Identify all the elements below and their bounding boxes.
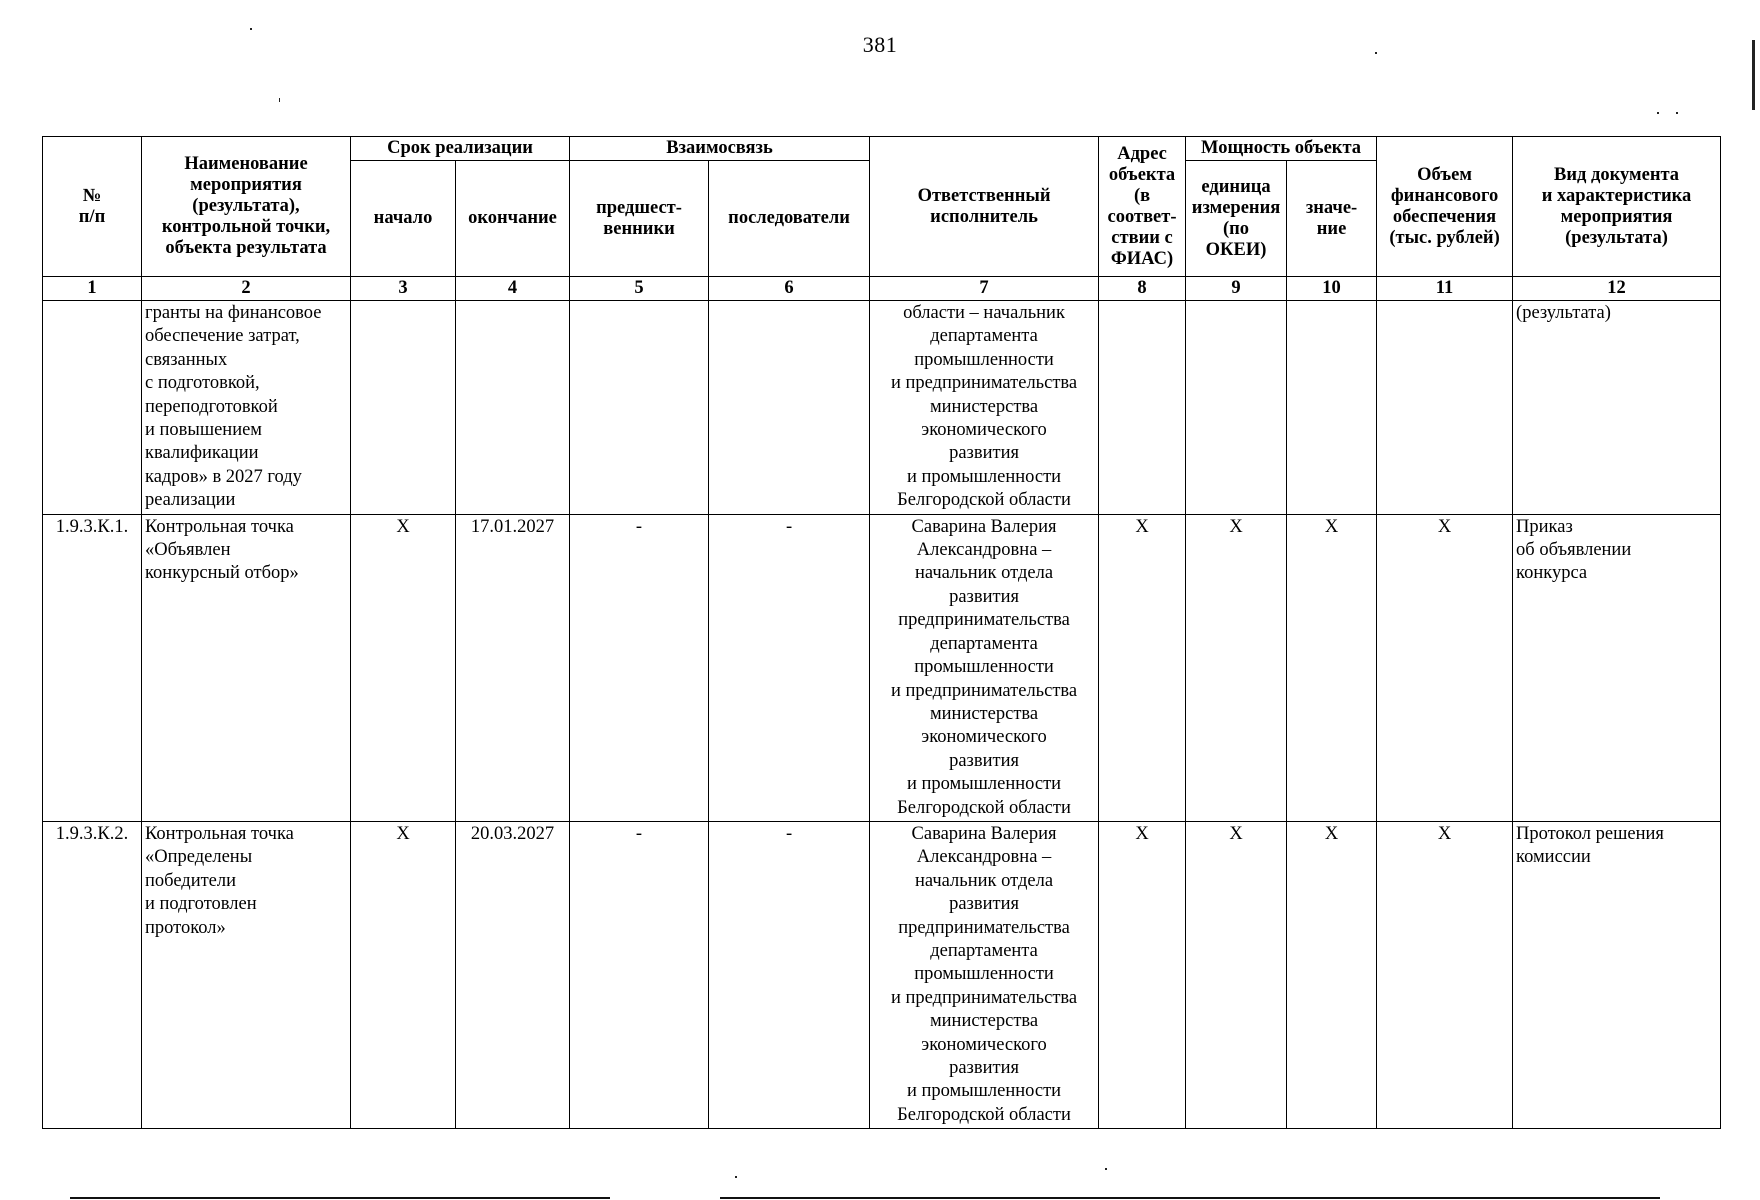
column-number: 7: [870, 277, 1099, 301]
header-finance: Объем финансового обеспечения (тыс. рублей): [1377, 137, 1513, 277]
header-link-group: Взаимосвязь: [570, 137, 870, 161]
table-row: [43, 821, 1721, 1128]
header-term-end: окончание: [456, 161, 570, 277]
row-responsible: области – начальник департамента промышленности и предпринимательства министерства экономического развития и промышленности Белгородской области: [870, 301, 1099, 515]
header-capacity-value: значе- ние: [1287, 161, 1377, 277]
row-num: 1.9.3.К.1.: [43, 514, 142, 821]
table-row: [43, 514, 1721, 821]
row-unit: [1186, 301, 1287, 515]
header-link-next: последователи: [709, 161, 870, 277]
row-finance: X: [1377, 821, 1513, 1128]
column-number: 5: [570, 277, 709, 301]
header-term-group: Срок реализации: [351, 137, 570, 161]
row-unit: X: [1186, 821, 1287, 1128]
column-number: 12: [1513, 277, 1721, 301]
header-row-1: [43, 137, 1721, 161]
scan-speck: [1752, 40, 1755, 110]
row-doc: Протокол решения комиссии: [1513, 821, 1721, 1128]
row-doc: (результата): [1513, 301, 1721, 515]
row-next: -: [709, 821, 870, 1128]
row-address: [1099, 301, 1186, 515]
row-responsible: Саварина Валерия Александровна – начальник отдела развития предпринимательства департамента промышленности и предпринимательства министерства экономического развития и промышленности Белгородской области: [870, 821, 1099, 1128]
scan-speck: [735, 1176, 737, 1178]
column-number: 3: [351, 277, 456, 301]
row-next: [709, 301, 870, 515]
row-prev: -: [570, 514, 709, 821]
scan-speck: [1676, 112, 1678, 114]
scan-speck: [1657, 112, 1659, 114]
scan-speck: [250, 28, 252, 30]
column-number: 11: [1377, 277, 1513, 301]
row-value: [1287, 301, 1377, 515]
column-number: 1: [43, 277, 142, 301]
row-start: [351, 301, 456, 515]
row-address: X: [1099, 514, 1186, 821]
row-value: X: [1287, 821, 1377, 1128]
row-prev: -: [570, 821, 709, 1128]
row-num: [43, 301, 142, 515]
column-number: 6: [709, 277, 870, 301]
header-capacity-unit: единица измерения (по ОКЕИ): [1186, 161, 1287, 277]
page-number: 381: [862, 32, 898, 57]
scan-speck: [1375, 52, 1377, 54]
column-number: 8: [1099, 277, 1186, 301]
row-finance: [1377, 301, 1513, 515]
column-number: 9: [1186, 277, 1287, 301]
row-start: X: [351, 821, 456, 1128]
row-start: X: [351, 514, 456, 821]
table-row: [43, 301, 1721, 515]
row-unit: X: [1186, 514, 1287, 821]
header-num: № п/п: [43, 137, 142, 277]
row-prev: [570, 301, 709, 515]
row-end: [456, 301, 570, 515]
row-address: X: [1099, 821, 1186, 1128]
row-end: 20.03.2027: [456, 821, 570, 1128]
header-name: Наименование мероприятия (результата), контрольной точки, объекта результата: [142, 137, 351, 277]
row-responsible: Саварина Валерия Александровна – начальник отдела развития предпринимательства департамента промышленности и предпринимательства министерства экономического развития и промышленности Белгородской области: [870, 514, 1099, 821]
column-number: 4: [456, 277, 570, 301]
scan-speck: [1105, 1168, 1107, 1170]
row-finance: X: [1377, 514, 1513, 821]
header-responsible: Ответственный исполнитель: [870, 137, 1099, 277]
row-num: 1.9.3.К.2.: [43, 821, 142, 1128]
header-doc-type: Вид документа и характеристика мероприятия (результата): [1513, 137, 1721, 277]
scan-edge-line: [70, 1197, 610, 1199]
column-number-row: [43, 277, 1721, 301]
row-doc: Приказ об объявлении конкурса: [1513, 514, 1721, 821]
header-capacity-group: Мощность объекта: [1186, 137, 1377, 161]
column-number: 10: [1287, 277, 1377, 301]
header-term-start: начало: [351, 161, 456, 277]
row-next: -: [709, 514, 870, 821]
row-end: 17.01.2027: [456, 514, 570, 821]
plan-table: [42, 136, 1721, 1129]
row-name: гранты на финансовое обеспечение затрат, связанных с подготовкой, переподготовкой и повышением квалификации кадров» в 2027 году реализации: [142, 301, 351, 515]
header-address: Адрес объекта (в соответ- ствии с ФИАС): [1099, 137, 1186, 277]
header-link-prev: предшест- венники: [570, 161, 709, 277]
column-number: 2: [142, 277, 351, 301]
row-value: X: [1287, 514, 1377, 821]
scan-edge-line: [720, 1197, 1660, 1199]
scan-speck: [279, 98, 280, 102]
row-name: Контрольная точка «Объявлен конкурсный отбор»: [142, 514, 351, 821]
row-name: Контрольная точка «Определены победители и подготовлен протокол»: [142, 821, 351, 1128]
